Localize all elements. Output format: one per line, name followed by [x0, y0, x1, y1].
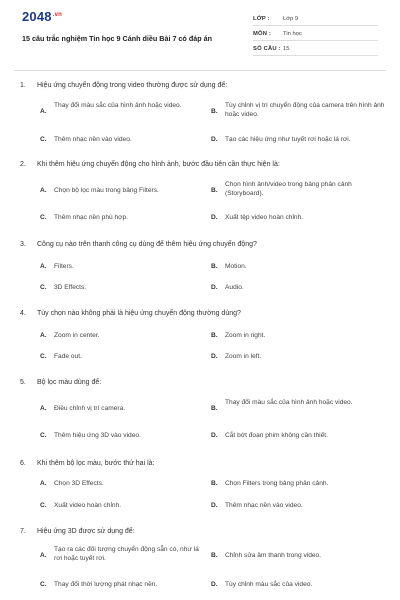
option-text: Tùy chỉnh vị trí chuyển động của camera trên hình ảnh hoặc video. — [225, 102, 385, 118]
site-logo[interactable] — [22, 9, 62, 24]
option-label: B. — [211, 552, 218, 559]
option-label: A. — [40, 332, 47, 339]
option-text: Chọn hình ảnh/video trong bảng phân cảnh (Storyboard). — [225, 181, 352, 197]
page-title: 15 câu trắc nghiệm Tin học 9 Cánh diều Bài 7 có đáp án — [22, 34, 212, 43]
option-label: B. — [211, 108, 218, 115]
option-text: 3D Effects. — [54, 284, 87, 291]
option-label: D. — [211, 214, 218, 221]
option-text: Zoom in right. — [225, 332, 266, 339]
meta-key: MÔN : — [253, 31, 272, 37]
meta-value: Lớp 9 — [283, 16, 299, 22]
question-text: Công cụ nào trên thanh công cụ dùng để thêm hiệu ứng chuyển động? — [37, 241, 257, 248]
option-text: Tạo các hiệu ứng như tuyết rơi hoặc lá rơi. — [225, 136, 351, 143]
question-number: 4. — [20, 310, 26, 317]
question-number: 2. — [20, 161, 26, 168]
option-label: D. — [211, 284, 218, 291]
question-number: 7. — [20, 528, 26, 535]
option-label: A. — [40, 405, 47, 412]
option-label: C. — [40, 502, 47, 509]
option-label: C. — [40, 432, 47, 439]
option-text: Chọn Filters trong bảng phân cảnh. — [225, 480, 329, 487]
question-number: 1. — [20, 82, 26, 89]
option-label: C. — [40, 284, 47, 291]
option-label: D. — [211, 502, 218, 509]
option-label: A. — [40, 552, 47, 559]
question-text: Bộ lọc màu dùng để: — [37, 379, 102, 386]
question-text: Tùy chọn nào không phải là hiệu ứng chuyển động thường dùng? — [37, 310, 241, 317]
meta-row-grade — [253, 12, 378, 26]
option-text: Tạo ra các đối tượng chuyển động sẵn có, như lá rơi hoặc tuyết rơi. — [54, 546, 199, 562]
meta-key: LỚP : — [253, 16, 270, 22]
meta-value: 15 — [283, 46, 290, 52]
option-text: Thay đổi màu sắc của hình ảnh hoặc video. — [54, 102, 182, 109]
option-label: B. — [211, 263, 218, 270]
option-text: Chọn bộ lọc màu trong bảng Filters. — [54, 187, 159, 194]
option-text: Fade out. — [54, 353, 82, 360]
option-label: A. — [40, 187, 47, 194]
option-text: Motion. — [225, 263, 247, 270]
option-label: C. — [40, 581, 47, 588]
option-text: Thay đổi màu sắc của hình ảnh hoặc video. — [225, 399, 353, 406]
option-label: D. — [211, 353, 218, 360]
option-text: Xuất video hoàn chỉnh. — [54, 502, 122, 509]
option-label: D. — [211, 432, 218, 439]
header-divider — [14, 70, 386, 71]
question-text: Khi thêm hiệu ứng chuyển động cho hình ảnh, bước đầu tiên cần thực hiện là: — [37, 161, 280, 168]
logo-text: 2048 — [22, 9, 52, 24]
logo-suffix: .vn — [52, 11, 63, 18]
option-text: Zoom in left. — [225, 353, 262, 360]
question-text: Hiệu ứng chuyển động trong video thường được sử dụng để: — [37, 82, 228, 89]
meta-key: SỐ CÂU : — [253, 46, 281, 52]
meta-value: Tin học — [283, 31, 302, 37]
option-text: Chỉnh sửa âm thanh trong video. — [225, 552, 322, 559]
option-text: Audio. — [225, 284, 244, 291]
question-text: Hiệu ứng 3D được sử dụng để: — [37, 528, 135, 535]
option-label: D. — [211, 581, 218, 588]
question-number: 3. — [20, 241, 26, 248]
question-number: 5. — [20, 379, 26, 386]
option-label: C. — [40, 136, 47, 143]
option-text: Xuất tệp video hoàn chỉnh. — [225, 214, 304, 221]
option-label: B. — [211, 480, 218, 487]
option-label: B. — [211, 332, 218, 339]
meta-row-subject — [253, 27, 378, 41]
option-label: B. — [211, 405, 218, 412]
option-text: Thay đổi thời lượng phát nhạc nền. — [54, 581, 158, 588]
option-text: Zoom in center. — [54, 332, 100, 339]
option-text: Tùy chỉnh màu sắc của video. — [225, 581, 313, 588]
option-label: C. — [40, 214, 47, 221]
option-label: A. — [40, 108, 47, 115]
option-label: A. — [40, 480, 47, 487]
option-text: Thêm hiệu ứng 3D vào video. — [54, 432, 141, 439]
option-text: Thêm nhạc nền phù hợp. — [54, 214, 128, 221]
option-label: D. — [211, 136, 218, 143]
option-text: Chọn 3D Effects. — [54, 480, 104, 487]
meta-row-count — [253, 42, 378, 56]
option-text: Filters. — [54, 263, 74, 270]
option-label: B. — [211, 187, 218, 194]
option-text: Cắt bớt đoạn phim không cần thiết. — [225, 432, 328, 439]
question-text: Khi thêm bộ lọc màu, bước thứ hai là: — [37, 460, 155, 467]
option-text: Điều chỉnh vị trí camera. — [54, 405, 126, 412]
option-text: Thêm nhạc nền vào video. — [225, 502, 303, 509]
option-text: Thêm nhạc nền vào video. — [54, 136, 132, 143]
option-label: A. — [40, 263, 47, 270]
document-header — [0, 0, 400, 68]
question-number: 6. — [20, 460, 26, 467]
option-label: C. — [40, 353, 47, 360]
